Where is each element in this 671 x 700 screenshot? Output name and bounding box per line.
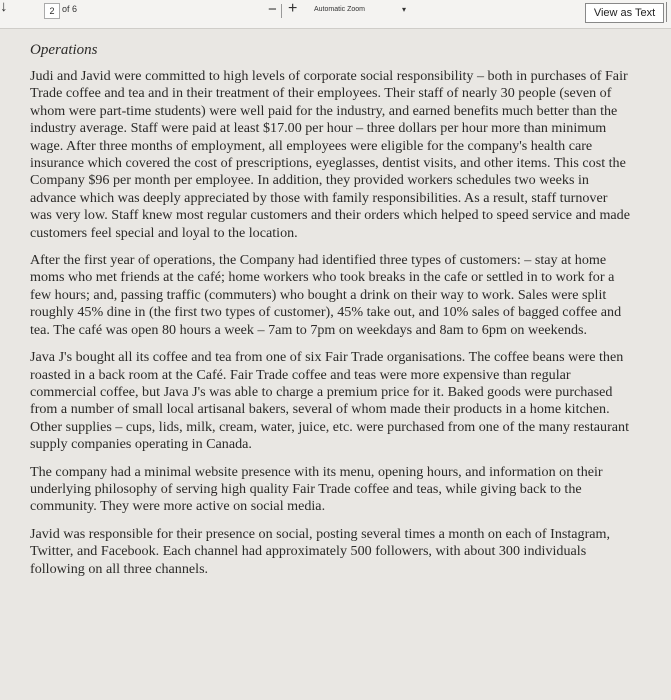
paragraph-4: The company had a minimal website presence with its menu, opening hours, and information on their underlying philosophy of serving high quality Fair Trade coffee and teas, while giving back to the community. They were more active on social media. xyxy=(30,463,603,515)
chevron-down-icon: ▾ xyxy=(402,5,407,14)
paragraph-5: Javid was responsible for their presence on social, posting several times a month on each of Instagram, Twitter, and Facebook. Each channel had approximately 500 followers, with about 300 individuals following on all three channels. xyxy=(30,525,611,577)
view-as-text-button[interactable]: View as Text xyxy=(585,3,664,23)
section-heading: Operations xyxy=(30,42,98,58)
zoom-out-button[interactable]: − xyxy=(268,1,277,18)
zoom-level-value: Automatic Zoom xyxy=(314,6,365,13)
pdf-toolbar xyxy=(0,0,671,29)
zoom-in-button[interactable]: + xyxy=(288,0,298,17)
scrollbar-edge[interactable] xyxy=(666,2,671,22)
toolbar-divider xyxy=(281,4,282,18)
paragraph-3: Java J's bought all its coffee and tea from one of six Fair Trade organisations. The coffee beans were then roasted in a back room at the Café. Fair Trade coffee and teas were more expensive than regular commercial coffee, but Java J's was able to charge a premium price for it. Baked goods were purchased from a number of small local artisanal bakers, several of whom made their products in a home kitchen. Other supplies – cups, lids, milk, cream, water, juice, etc. were purchased from one of the many restaurant supply companies operating in Canada. xyxy=(30,349,629,453)
document-page xyxy=(30,42,630,682)
download-icon[interactable]: ↓ xyxy=(0,0,8,15)
page-number-input[interactable]: 2 xyxy=(44,3,60,19)
paragraph-1: Judi and Javid were committed to high levels of corporate social responsibility – both in purchases of Fair Trade coffee and tea and in their treatment of their employees. Their staff of nearly 30 people (seven of whom were part-time students) were well paid for the industry, and earned benefits much better than the industry average. Staff were paid at least $17.00 per hour – three dollars per hour more than minimum wage. After three months of employment, all employees were eligible for the company's health care insurance which covered the cost of prescriptions, eyeglasses, dentist visits, and other items. This cost the Company $96 per month per employee. In addition, they provided workers schedules two weeks in advance which was deeply appreciated by those with family responsibilities. As a result, staff turnover was very low. Staff knew most regular customers and their orders which helped to speed service and made customers feel special and loyal to the location. xyxy=(30,68,630,241)
zoom-select[interactable] xyxy=(310,3,410,17)
paragraph-2: After the first year of operations, the Company had identified three types of customers: – stay at home moms who met friends at the café; home workers who took breaks in the cafe or settled in to work for a few hours; and, passing traffic (commuters) who bought a drink on their way to work. Sales were split roughly 45% dine in (the first two types of customer), 45% take out, and 10% sales of bagged coffee and tea. The café was open 80 hours a week – 7am to 7pm on weekdays and 8am to 6pm on weekends. xyxy=(30,252,622,338)
page-count-label: of 6 xyxy=(62,4,78,14)
